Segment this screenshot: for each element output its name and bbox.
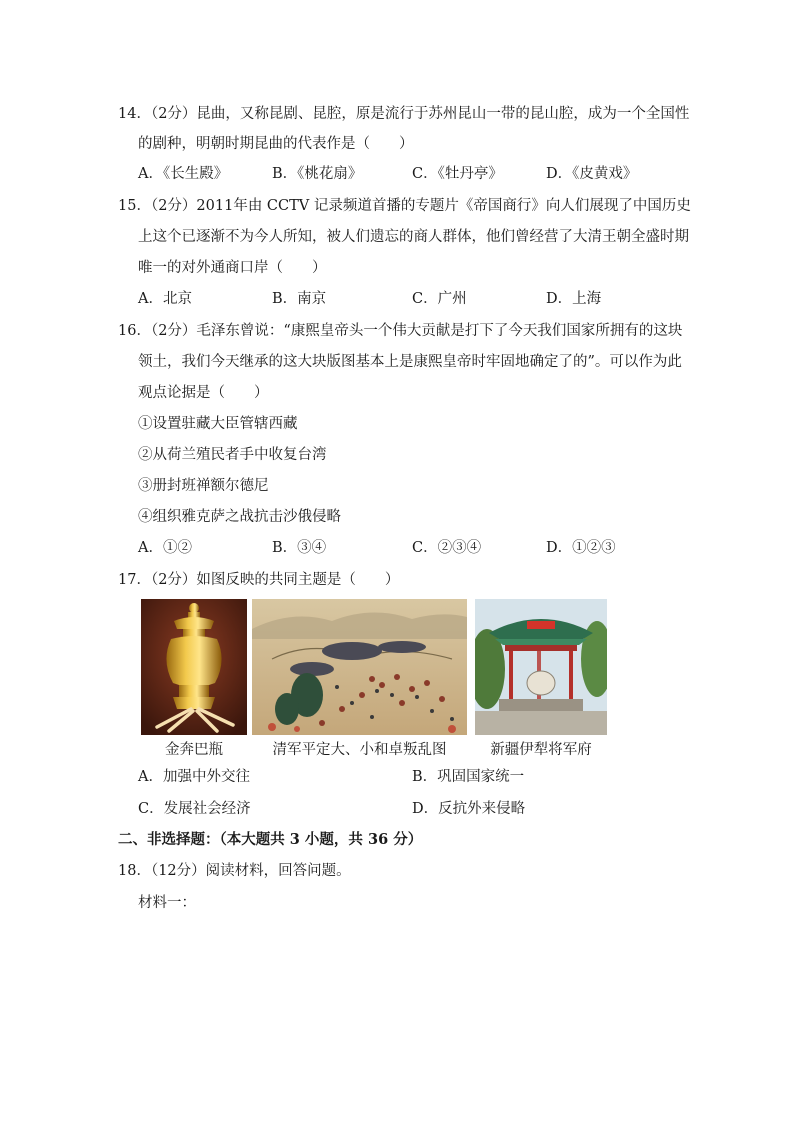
caption-pavilion: 新疆伊犁将军府 — [490, 742, 592, 758]
caption-golden-urn: 金奔巴瓶 — [165, 742, 223, 758]
q14-stem-line1: 14．（2分）昆曲，又称昆剧、昆腔，原是流行于苏州昆山一带的昆山腔，成为一个全国性 — [118, 106, 690, 122]
q16-stem-line1: 16．（2分）毛泽东曾说：“康熙皇帝头一个伟大贡献是打下了今天我们国家所拥有的这块 — [118, 323, 683, 339]
q15-option-a[interactable]: A．北京 — [138, 291, 192, 307]
q17-option-a[interactable]: A．加强中外交往 — [138, 769, 250, 785]
q17-stem-line1: 17．（2分）如图反映的共同主题是（ ） — [118, 572, 400, 588]
section-heading: 二、非选择题：（本大题共 3 小题，共 36 分） — [118, 831, 423, 848]
golden-urn-image — [141, 599, 247, 735]
q16-stem-line3: 观点论据是（ ） — [138, 385, 269, 401]
q16-option-b[interactable]: B．③④ — [272, 540, 327, 556]
q15-option-b[interactable]: B．南京 — [272, 291, 327, 307]
q14-option-a[interactable]: A．《长生殿》 — [138, 166, 229, 182]
q15-option-d[interactable]: D．上海 — [546, 291, 602, 307]
q17-option-d[interactable]: D．反抗外来侵略 — [412, 801, 526, 817]
q16-item-3: ③册封班禅额尔德尼 — [138, 478, 269, 494]
q15-stem-line2: 上这个已逐渐不为今人所知，被人们遗忘的商人群体，他们曾经营了大清王朝全盛时期 — [138, 229, 689, 245]
q14-option-c[interactable]: C．《牡丹亭》 — [412, 166, 503, 182]
q14-option-b[interactable]: B．《桃花扇》 — [272, 166, 363, 182]
pavilion-image — [475, 599, 607, 735]
q16-item-4: ④组织雅克萨之战抗击沙俄侵略 — [138, 509, 341, 525]
q16-stem-line2: 领土，我们今天继承的这大块版图基本上是康熙皇帝时牢固地确定了的”。可以作为此 — [138, 354, 682, 370]
q16-option-c[interactable]: C．②③④ — [412, 540, 482, 556]
q14-stem-line2: 的剧种，明朝时期昆曲的代表作是（ ） — [138, 136, 414, 152]
caption-battle-painting: 清军平定大、小和卓叛乱图 — [272, 742, 447, 758]
q15-option-c[interactable]: C．广州 — [412, 291, 467, 307]
q16-item-2: ②从荷兰殖民者手中收复台湾 — [138, 447, 327, 463]
q16-option-a[interactable]: A．①② — [138, 540, 192, 556]
q17-option-b[interactable]: B．巩固国家统一 — [412, 769, 525, 785]
q16-option-d[interactable]: D．①②③ — [546, 540, 616, 556]
q18-material-label: 材料一： — [138, 895, 196, 911]
q15-stem-line1: 15．（2分）2011年由 CCTV 记录频道首播的专题片《帝国商行》向人们展现了中国历史 — [118, 198, 691, 214]
battle-painting-image — [252, 599, 467, 735]
q16-item-1: ①设置驻藏大臣管辖西藏 — [138, 416, 298, 432]
q18-stem-line1: 18．（12分）阅读材料，回答问题。 — [118, 863, 351, 879]
q17-option-c[interactable]: C．发展社会经济 — [138, 801, 251, 817]
q15-stem-line3: 唯一的对外通商口岸（ ） — [138, 260, 327, 276]
q14-option-d[interactable]: D．《皮黄戏》 — [546, 166, 638, 182]
